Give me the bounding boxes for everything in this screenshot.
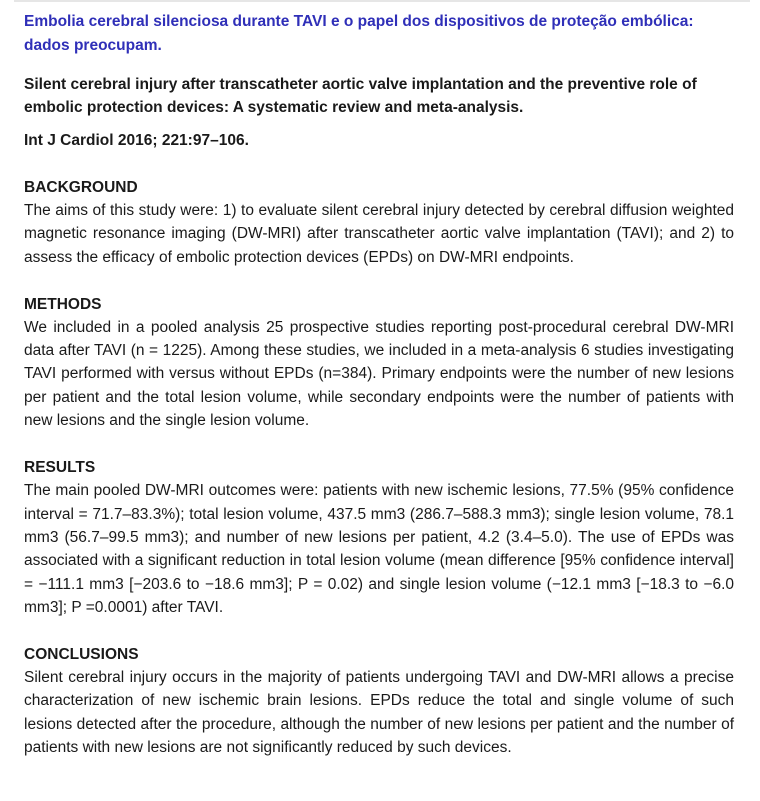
background-heading: BACKGROUND [24,179,138,196]
background-text: The aims of this study were: 1) to evaluate silent cerebral injury detected by cerebral diffusion weighted magnetic resonance imaging (DW-MRI) after transcatheter aortic valve implantation (TAVI); and 2) to assess the efficacy of embolic protection devices (EPDs) on DW-MRI endpoints. [24,202,734,266]
methods-text: We included in a pooled analysis 25 prospective studies reporting post-procedural cerebral DW-MRI data after TAVI (n = 1225). Among these studies, we included in a meta-analysis 6 studies investigating TAVI performed with versus without EPDs (n=384). Primary endpoints were the number of new lesions per patient and the total lesion volume, while secondary endpoints were the number of patients with new lesions and the single lesion volume. [24,318,734,430]
conclusions-section [24,643,734,759]
background-section [24,176,734,269]
citation: Int J Cardiol 2016; 221:97–106. [24,132,249,149]
results-text: The main pooled DW-MRI outcomes were: patients with new ischemic lesions, 77.5% (95% confidence interval = 71.7–83.3%); total lesion volume, 437.5 mm3 (286.7–588.3 mm3); single lesion volume, 78.1 mm3 (56.7–99.5 mm3); and number of new lesions per patient, 4.2 (3.4–5.0). The use of EPDs was associated with a significant reduction in total lesion volume (mean difference [95% confidence interval] = −111.1 mm3 [−203.6 to −18.6 mm3]; P = 0.02) and single lesion volume (−12.1 mm3 [−18.3 to −6.0 mm3]; P =0.0001) after TAVI. [24,482,734,616]
abstract-page [0,2,760,759]
methods-heading: METHODS [24,295,102,313]
conclusions-heading: CONCLUSIONS [24,646,139,664]
portuguese-title: Embolia cerebral silenciosa durante TAVI e o papel dos dispositivos de proteção embólica: dados preocupam. [24,13,694,54]
results-heading: RESULTS [24,459,96,477]
english-title: Silent cerebral injury after transcatheter aortic valve implantation and the preventive role of embolic protection devices: A systematic review and meta-analysis. [24,76,697,116]
results-section [24,456,734,619]
conclusions-text: Silent cerebral injury occurs in the majority of patients undergoing TAVI and DW-MRI allows a precise characterization of new ischemic brain lesions. EPDs reduce the total and single volume of such lesions detected after the procedure, although the number of new lesions per patient and the number of patients with new lesions are not significantly reduced by such devices. [24,669,734,757]
methods-section [24,293,734,432]
